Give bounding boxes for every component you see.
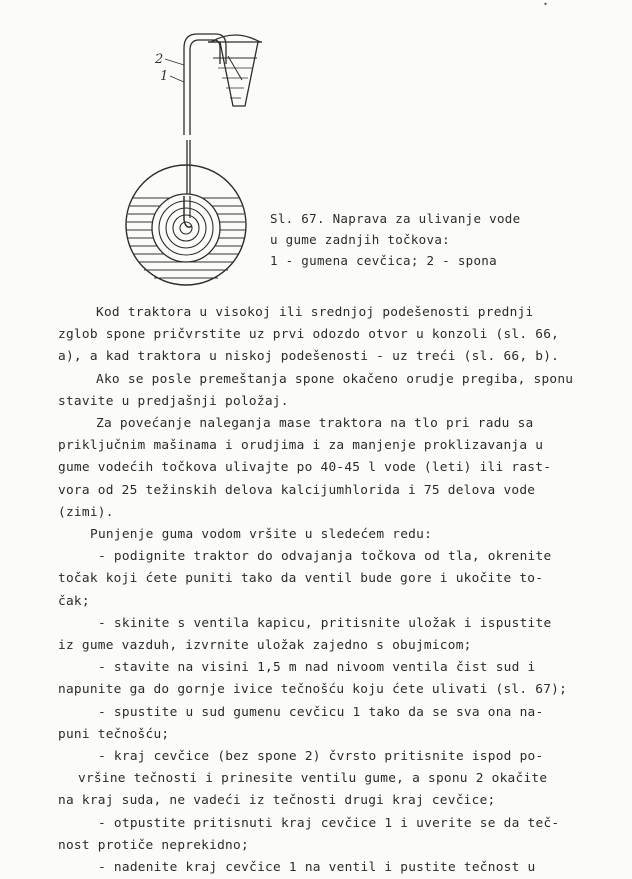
text-line: stavite u predjašnji položaj. (58, 393, 289, 409)
tube-illustration (184, 34, 226, 198)
figure-water-filling-device (100, 20, 290, 290)
text-line: - skinite s ventila kapicu, pritisnite uložak i ispustite (98, 615, 552, 631)
wheel-illustration (126, 165, 246, 285)
text-line: čak; (58, 593, 90, 609)
figure-leader-1 (170, 76, 184, 82)
text-line: - stavite na visini 1,5 m nad nivoom ventila čist sud i (98, 660, 536, 676)
text-line: točak koji ćete puniti tako da ventil bude gore i ukočite to- (58, 571, 544, 587)
caption-line-2: u gume zadnjih točkova: (270, 232, 450, 247)
text-line: na kraj suda, ne vadeći iz tečnosti drugi kraj cevčice; (58, 793, 496, 809)
text-line: Ako se posle premeštanja spone okačeno orudje pregiba, sponu (96, 371, 574, 387)
text-line: Kod traktora u visokoj ili srednjoj podešenosti prednji (96, 305, 534, 320)
text-line: - otpustite pritisnuti kraj cevčice 1 i uverite se da teč- (98, 815, 560, 831)
figure-caption (270, 208, 570, 271)
text-line: (zimi). (58, 504, 114, 520)
figure-leader-2 (165, 59, 184, 65)
text-line: iz gume vazduh, izvrnite uložak zajedno s obujmicom; (58, 638, 472, 654)
text-line: vršine tečnosti i prinesite ventilu gume, a sponu 2 okačite (78, 771, 548, 787)
figure-label-1: 1 (160, 69, 169, 84)
text-line: - nadenite kraj cevčice 1 na ventil i pustite tečnost u (98, 860, 536, 876)
text-line: priključnim mašinama i orudjima i za manjenje proklizavanja u (58, 438, 544, 454)
text-line: napunite ga do gornje ivice tečnošću koju ćete ulivati (sl. 67); (58, 682, 568, 698)
text-line: - podignite traktor do odvajanja točkova od tla, okrenite (98, 549, 552, 565)
corner-mark: • (543, 0, 548, 9)
caption-line-1: Sl. 67. Naprava za ulivanje vode (270, 211, 521, 226)
text-line: - spustite u sud gumenu cevčicu 1 tako da se sva ona na- (98, 704, 544, 720)
text-line: - kraj cevčice (bez spone 2) čvrsto pritisnite ispod po- (98, 749, 544, 765)
text-line: nost protiče neprekidno; (58, 837, 249, 853)
body-text (58, 302, 614, 879)
caption-line-3: 1 - gumena cevčica; 2 - spona (270, 253, 497, 268)
text-line: Punjenje guma vodom vršite u sledećem redu: (90, 527, 433, 543)
text-line: vora od 25 težinskih delova kalcijumhlorida i 75 delova vode (58, 482, 536, 498)
text-line: a), a kad traktora u niskoj podešenosti - uz treći (sl. 66, b). (58, 349, 560, 365)
text-line: Za povećanje naleganja mase traktora na tlo pri radu sa (96, 416, 534, 432)
text-line: zglob spone pričvrstite uz prvi odozdo otvor u konzoli (sl. 66, (58, 327, 560, 343)
text-line: gume vodećih točkova ulivajte po 40-45 l vode (leti) ili rast- (58, 460, 552, 476)
text-line: puni tečnošću; (58, 726, 170, 742)
figure-label-2: 2 (155, 52, 164, 67)
bucket-illustration (208, 35, 262, 106)
